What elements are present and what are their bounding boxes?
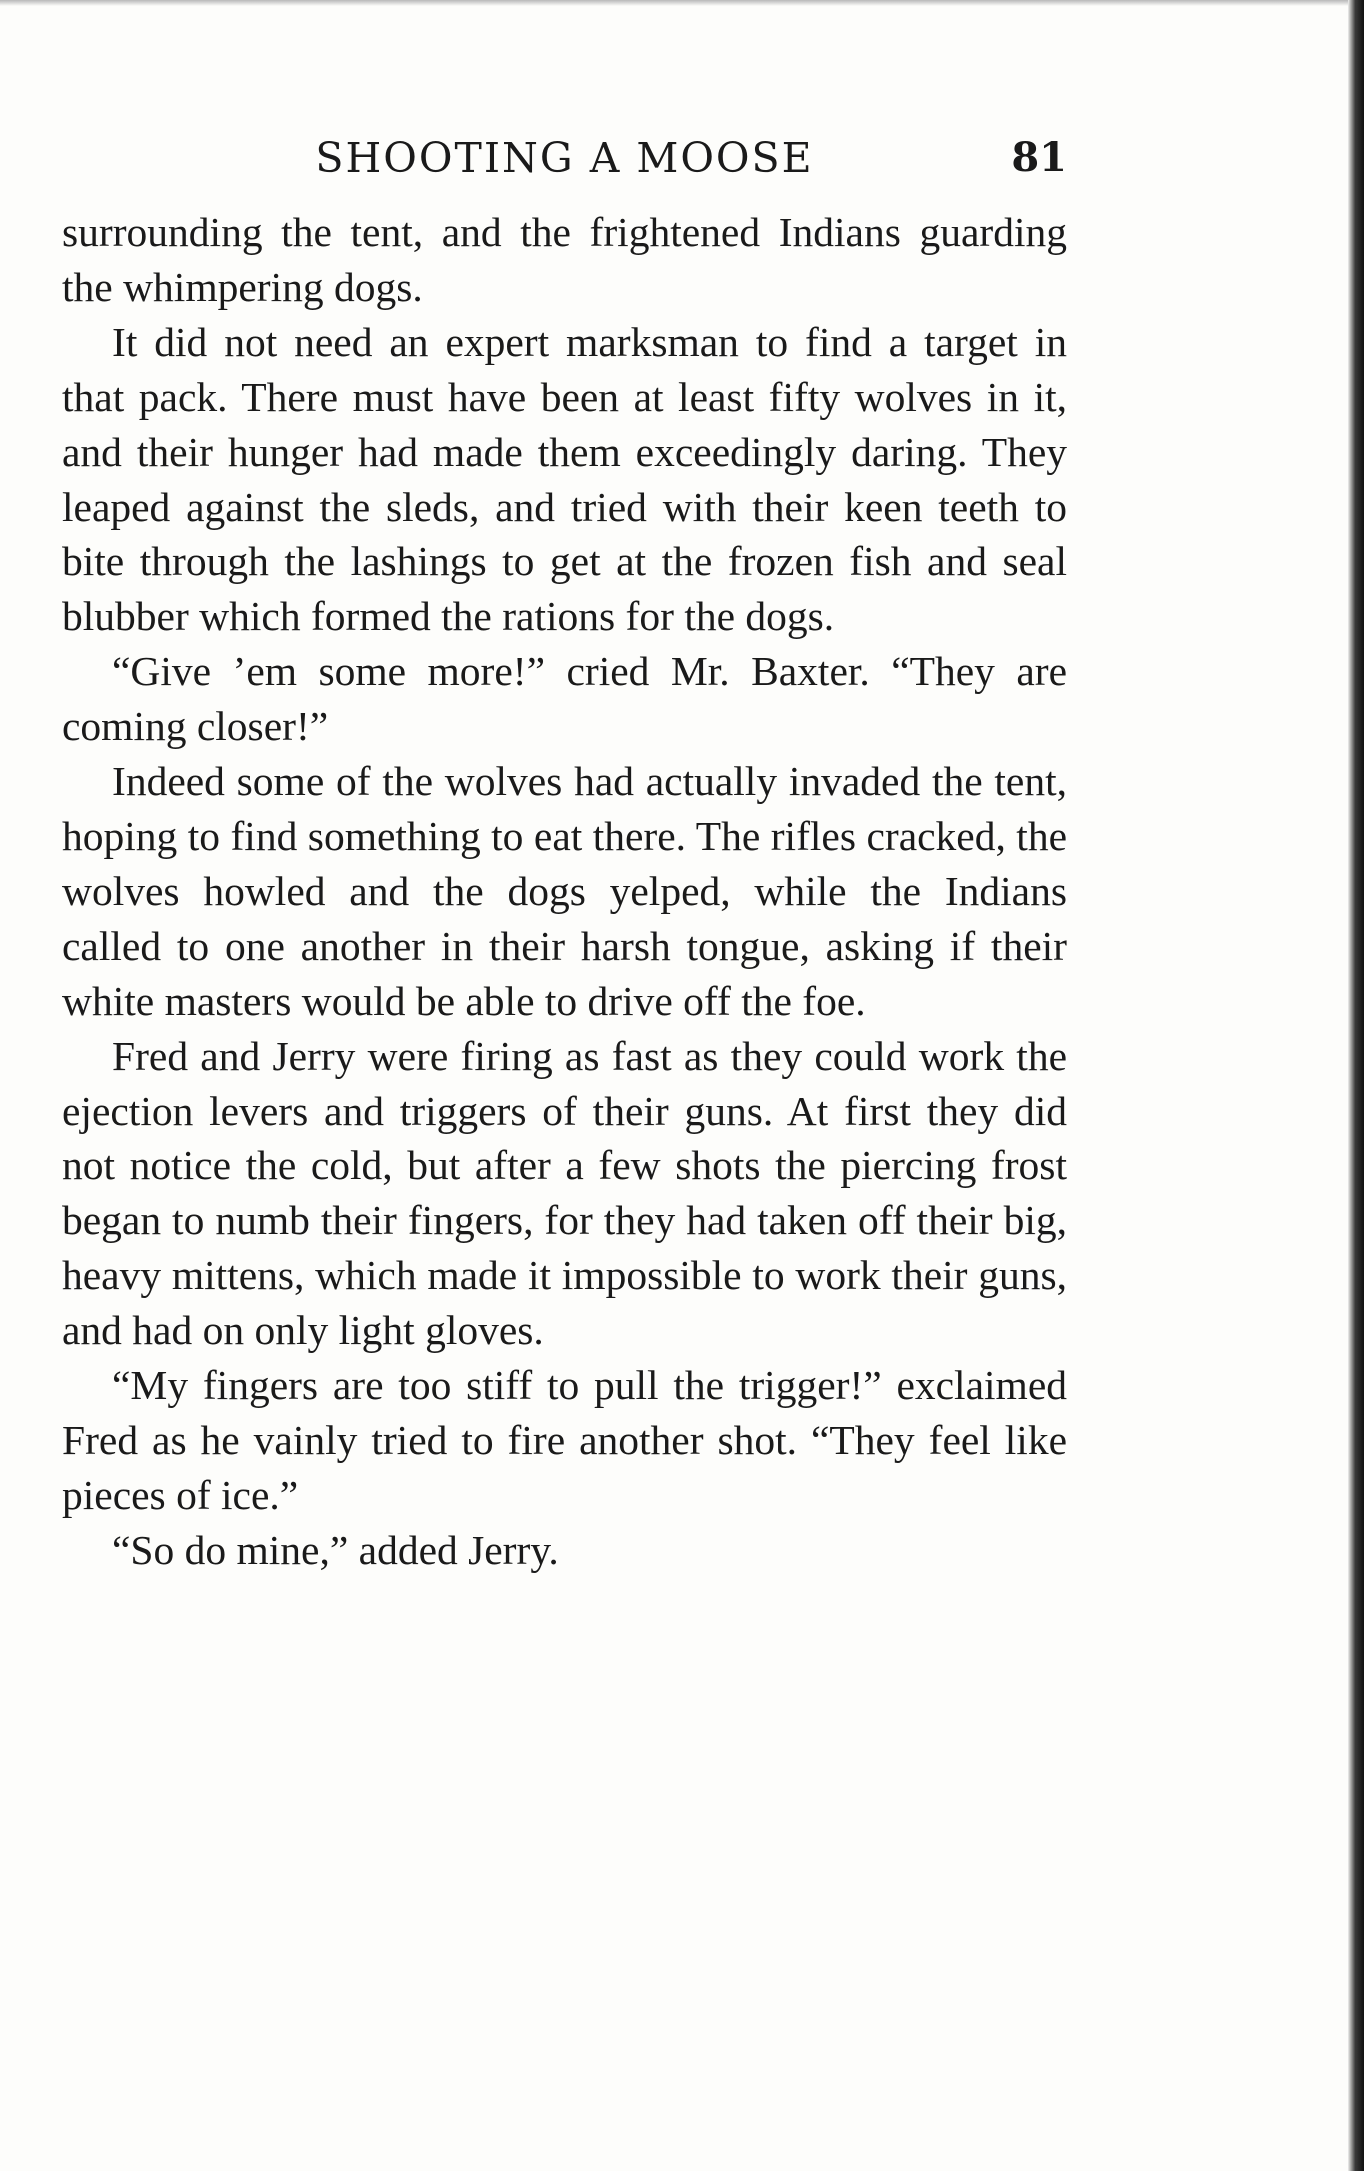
body-text <box>62 205 1067 1578</box>
paragraph: “So do mine,” added Jerry. <box>112 1526 559 1573</box>
page-number: 81 <box>1011 134 1067 181</box>
paragraph: surrounding the tent, and the frightened Indians guarding the whimpering dogs. <box>62 209 1067 310</box>
page-top-shadow <box>0 0 1364 6</box>
paragraph: It did not need an expert marksman to find a target in that pack. There must have been at least fifty wolves in it, and their hunger had made them exceedingly daring. They leaped against the sleds, and tried with their keen teeth to bite through the lashings to get at the frozen fish and seal blubber which formed the rations for the dogs. <box>62 318 1067 640</box>
running-head: SHOOTING A MOOSE <box>315 134 814 182</box>
paragraph: Indeed some of the wolves had actually invaded the tent, hoping to find something to eat there. The rifles cracked, the wolves howled and the dogs yelped, while the Indians called to one another in their harsh tongue, asking if their white masters would be able to drive off the foe. <box>62 758 1067 1024</box>
paragraph: “My fingers are too stiff to pull the trigger!” exclaimed Fred as he vainly tried to fire another shot. “They feel like pieces of ice.” <box>62 1362 1067 1518</box>
page-binding-edge <box>1348 0 1364 2171</box>
page-header <box>62 128 1067 188</box>
paragraph: Fred and Jerry were firing as fast as they could work the ejection levers and triggers of their guns. At first they did not notice the cold, but after a few shots the piercing frost began to numb their fingers, for they had taken off their big, heavy mittens, which made it impossible to work their guns, and had on only light gloves. <box>62 1032 1067 1354</box>
paragraph: “Give ’em some more!” cried Mr. Baxter. “They are coming closer!” <box>62 648 1067 750</box>
